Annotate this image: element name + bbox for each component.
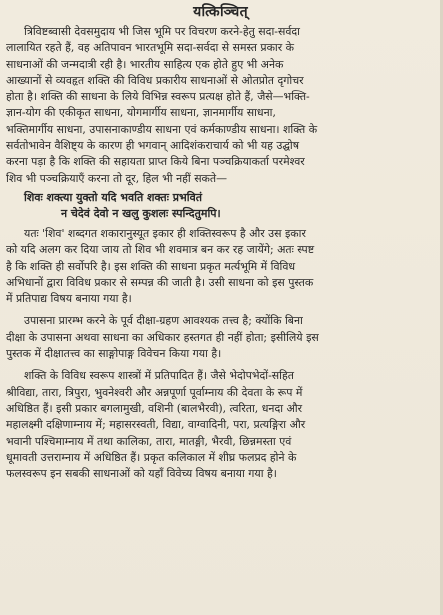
text-line: होता है। शक्ति की साधना के लिये विभिन्न स्वरूप प्रत्यक्ष होते हैं, जैसे—भक्ति- (6, 90, 310, 104)
text-line: महालक्ष्मी दक्षिणाम्नाय में; महासरस्वती, विद्या, वाग्वादिनी, परा, प्रत्यङ्गिरा और (6, 418, 306, 432)
text-line: श्रीविद्या, तारा, त्रिपुरा, भुवनेश्वरी और अन्नपूर्णा पूर्वाम्नाय की देवता के रूप में (6, 385, 303, 399)
paragraph-1 (6, 24, 435, 187)
text-line: सर्वतोभावेन वैशिष्ट्य के कारण ही भगवान् आदिशंकराचार्य को भी यह उद्घोष (6, 139, 300, 153)
text-line: करना पड़ा है कि शक्ति की सहायता प्राप्त किये बिना पञ्चक्रियाकर्ता परमेश्वर (6, 155, 305, 169)
paragraph-3 (6, 313, 435, 362)
text-line: भवानी पश्चिमाम्नाय में तथा कालिका, तारा, मातङ्गी, भैरवी, छिन्नमस्ता एवं (6, 434, 292, 448)
text-line: लालायित रहते हैं, वह अतिपावन भारतभूमि सदा-सर्वदा से समस्त प्रकार के (6, 41, 295, 55)
text-line: दीक्षा के उपासना अथवा साधना का अधिकार हस्तगत ही नहीं होता; इसीलिये इस (6, 330, 319, 344)
text-line: फलस्वरूप इन सबकी साधनाओं को यहाँ विवेच्य विषय बनाया गया है। (6, 467, 277, 481)
page-heading: यत्किञ्चित् (193, 4, 248, 20)
text-line: अभिधानों द्वारा विविध प्रकार से सम्पन्न की जाती है। उसी साधना को इस पुस्तक (6, 275, 314, 289)
text-line: ज्ञान-योग की एकीकृत साधना, योगमार्गीय साधना, ज्ञानमार्गीय साधना, (6, 106, 276, 120)
paragraph-2 (6, 226, 435, 307)
paragraph-4 (6, 368, 435, 482)
text-line: भक्तिमार्गीय साधना, उपासनाकाण्डीय साधना एवं कर्मकाण्डीय साधना। शक्ति के (6, 122, 318, 136)
text-line: धूमावती उत्तराम्नाय में अधिष्ठित हैं। प्रकृत कलिकाल में शीघ्र फलप्रद होने के (6, 450, 297, 464)
text-line: पुस्तक में दीक्षातत्त्व का साङ्गोपाङ्ग विवेचन किया गया है। (6, 347, 222, 361)
text-line: त्रिविष्टब्वासी देवसमुदाय भी जिस भूमि पर विचरण करने-हेतु सदा-सर्वदा (24, 25, 300, 38)
verse-line: शिवः शक्त्या युक्तो यदि भवति शक्तः प्रभवितं (24, 190, 202, 204)
text-line: को यदि अलग कर दिया जाय तो शिव भी शवमात्र बन कर रह जायेंगे; अतः स्पष्ट (6, 243, 315, 257)
text-line: शिव भी पञ्चक्रियाएँ करना तो दूर, हिल भी नहीं सकते— (6, 171, 228, 185)
text-line: अधिष्ठित हैं। इसी प्रकार बगलामुखी, वशिनी (बालभैरवी), त्वरिता, धनदा और (6, 401, 303, 415)
text-line: शक्ति के विविध स्वरूप शास्त्रों में प्रतिपादित हैं। जैसे भेदोपभेदों-सहित (24, 369, 294, 383)
sanskrit-verse (6, 190, 435, 223)
text-line: साधनाओं की जन्मदात्री रही है। भारतीय साहित्य एक होते हुए भी अनेक (6, 57, 284, 71)
verse-line: न चेदेवं देवो न खलु कुशलः स्पन्दितुमपि। (61, 207, 221, 221)
text-line: है कि शक्ति ही सर्वोपरि है। इस शक्ति की साधना प्रकृत मर्त्यभूमि में विविध (6, 259, 296, 273)
text-line: में प्रतिपाद्य विषय बनाया गया है। (6, 292, 132, 306)
text-line: यतः 'शिव' शब्दगत शकारानुस्यूत इकार ही शक्तिस्वरूप है और उस इकार (24, 226, 306, 240)
text-line: उपासना प्रारम्भ करने के पूर्व दीक्षा-ग्रहण आवश्यक तत्त्व है; क्योंकि बिना (24, 314, 303, 328)
text-line: आख्यानों से व्यवहृत शक्ति की विविध प्रकारीय साधनाओं से ओतप्रोत दृगोचर (6, 73, 304, 87)
